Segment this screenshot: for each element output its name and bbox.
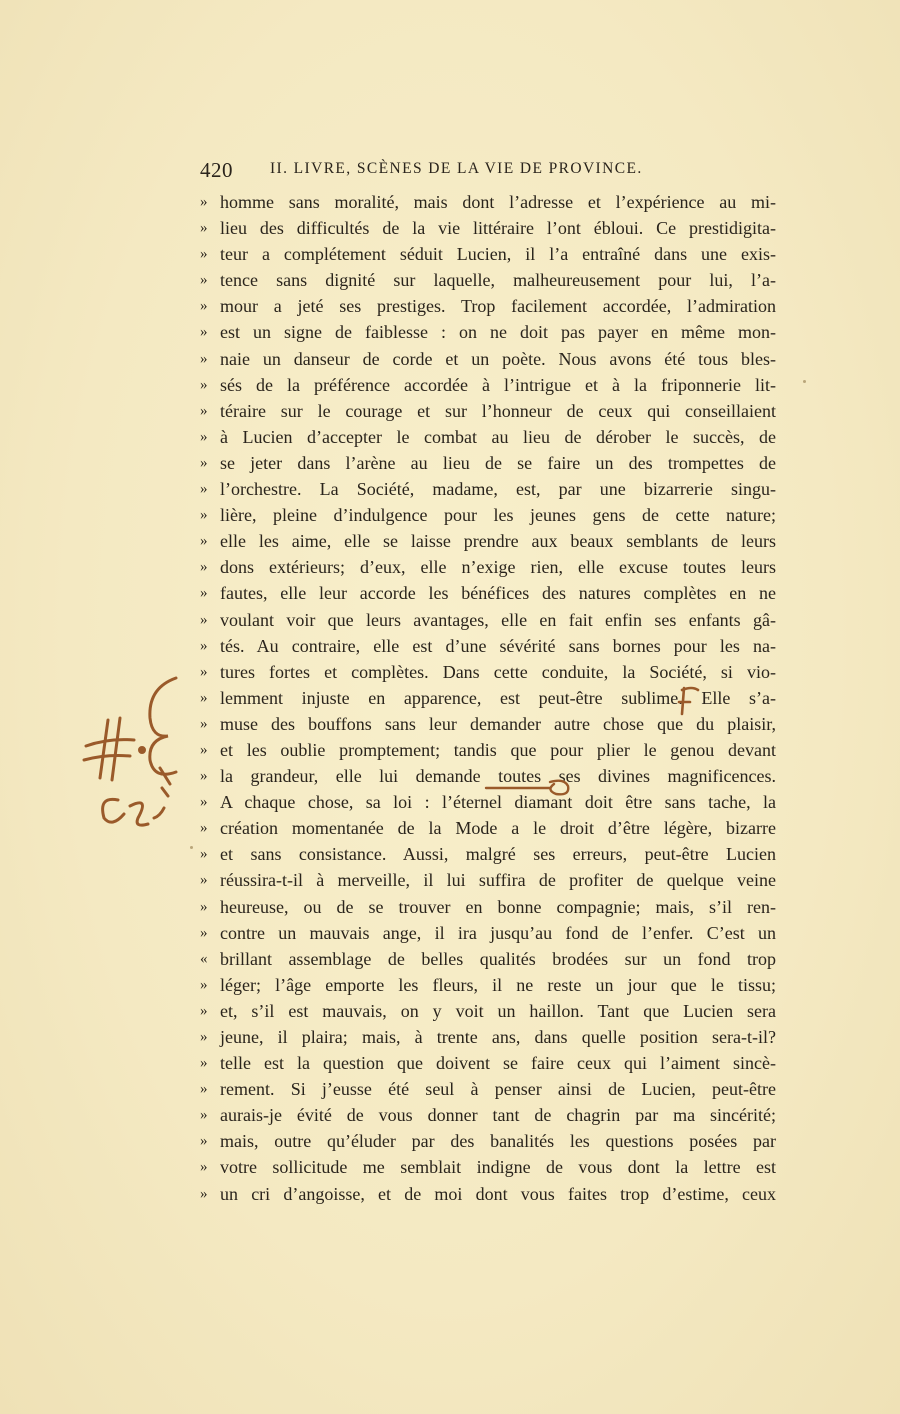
line-text: brillant assemblage de belles qualités brodées sur un fond trop [220, 948, 776, 969]
quote-mark: » [200, 1185, 208, 1202]
line-text: mais, outre qu’éluder par des banalités les questions posées par [220, 1131, 776, 1152]
quote-mark: » [200, 481, 208, 498]
text-line [0, 346, 900, 372]
quote-mark: » [200, 272, 208, 289]
line-text: tés. Au contraire, elle est d’une sévérité sans bornes pour les na- [220, 635, 776, 656]
quote-mark: » [200, 350, 208, 367]
quote-mark: » [200, 428, 208, 445]
line-text: un cri d’angoisse, et de moi dont vous faites trop d’estime, ceux [220, 1183, 776, 1204]
text-line [0, 398, 900, 424]
line-text: homme sans moralité, mais dont l’adresse et l’expérience au mi- [220, 192, 776, 212]
line-text: aurais-je évité de vous donner tant de chagrin par ma sincérité; [220, 1105, 776, 1126]
quote-mark: » [200, 689, 208, 706]
text-line [0, 1181, 900, 1207]
line-text: se jeter dans l’arène au lieu de se faire un des trompettes de [220, 452, 776, 473]
text-line [0, 633, 900, 659]
quote-mark: « [200, 950, 208, 967]
quote-mark: » [200, 1159, 208, 1176]
line-text: heureuse, ou de se trouver en bonne compagnie; mais, s’il ren- [220, 896, 776, 917]
line-text: mour a jeté ses prestiges. Trop facilement accordée, l’admiration [220, 296, 776, 317]
quote-mark: » [200, 846, 208, 863]
page-number: 420 [200, 158, 233, 182]
quote-mark: » [200, 820, 208, 837]
text-line [0, 476, 900, 502]
line-text: téraire sur le courage et sur l’honneur de ceux qui conseillaient [220, 400, 776, 421]
line-text: léger; l’âge emporte les fleurs, il ne reste un jour que le tissu; [220, 974, 776, 995]
quote-mark: » [200, 924, 208, 941]
text-line [0, 1050, 900, 1076]
quote-mark: » [200, 1029, 208, 1045]
page-header [200, 158, 780, 184]
quote-mark: » [200, 194, 208, 210]
quote-mark: » [200, 324, 208, 341]
line-text: est un signe de faiblesse : on ne doit pas payer en même mon- [220, 322, 776, 343]
line-text: création momentanée de la Mode a le droit d’être légère, bizarre [220, 818, 776, 839]
text-line [0, 267, 900, 293]
line-text: jeune, il plaira; mais, à trente ans, dans quelle position sera-t-il? [220, 1027, 776, 1047]
text-line [0, 998, 900, 1024]
line-text: et les oublie promptement; tandis que pour plier le genou devant [220, 739, 776, 760]
text-line [0, 1154, 900, 1180]
line-text: à Lucien d’accepter le combat au lieu de dérober le succès, de [220, 426, 776, 447]
text-line [0, 580, 900, 606]
line-text: et, s’il est mauvais, on y voit un haillon. Tant que Lucien sera [220, 1000, 776, 1021]
line-text: naie un danseur de corde et un poète. Nous avons été tous bles- [220, 348, 776, 369]
text-line [0, 450, 900, 476]
text-line [0, 841, 900, 867]
text-line [0, 554, 900, 580]
paper-speck [190, 846, 193, 849]
line-text: sés de la préférence accordée à l’intrigue et à la friponnerie lit- [220, 374, 776, 395]
quote-mark: » [200, 872, 208, 889]
line-text: lemment injuste en apparence, est peut-être sublime. Elle s’a- [220, 687, 776, 708]
quote-mark: » [200, 1055, 208, 1072]
line-text: A chaque chose, sa loi : l’éternel diamant doit être sans tache, la [220, 792, 776, 813]
paper-speck [803, 380, 806, 383]
text-line [0, 189, 900, 215]
line-text: dons extérieurs; d’eux, elle n’exige rien, elle excuse toutes leurs [220, 557, 776, 578]
quote-mark: » [200, 376, 208, 393]
text-line [0, 1076, 900, 1102]
text-line [0, 424, 900, 450]
quote-mark: » [200, 715, 208, 732]
quote-mark: » [200, 220, 208, 237]
text-line [0, 528, 900, 554]
line-text: rement. Si j’eusse été seul à penser ainsi de Lucien, peut-être [220, 1079, 776, 1100]
text-line [0, 319, 900, 345]
line-text: elle les aime, elle se laisse prendre aux beaux semblants de leurs [220, 531, 776, 552]
text-line [0, 972, 900, 998]
text-line [0, 372, 900, 398]
line-text: tence sans dignité sur laquelle, malheureusement pour lui, l’a- [220, 270, 776, 291]
quote-mark: » [200, 298, 208, 315]
line-text: fautes, elle leur accorde les bénéfices des natures complètes en ne [220, 583, 776, 604]
line-text: muse des bouffons sans leur demander autre chose que du plaisir, [220, 713, 776, 734]
line-text: lieu des difficultés de la vie littéraire l’ont ébloui. Ce prestidigita- [220, 218, 776, 239]
text-line [0, 1128, 900, 1154]
quote-mark: » [200, 611, 208, 628]
running-head: II. LIVRE, SCÈNES DE LA VIE DE PROVINCE. [270, 160, 643, 177]
line-text: et sans consistance. Aussi, malgré ses erreurs, peut-être Lucien [220, 844, 776, 865]
quote-mark: » [200, 768, 208, 785]
text-line [0, 241, 900, 267]
quote-mark: » [200, 1002, 208, 1019]
quote-mark: » [200, 585, 208, 602]
quote-mark: » [200, 637, 208, 654]
text-line [0, 293, 900, 319]
quote-mark: » [200, 559, 208, 576]
text-line [0, 946, 900, 972]
strikethrough-mark [484, 778, 572, 798]
line-text: l’orchestre. La Société, madame, est, par une bizarrerie singu- [220, 479, 776, 500]
quote-mark: » [200, 741, 208, 758]
text-line [0, 607, 900, 633]
quote-mark: » [200, 402, 208, 419]
text-line [0, 502, 900, 528]
quote-mark: » [200, 1081, 208, 1098]
text-line [0, 215, 900, 241]
line-text: réussira-t-il à merveille, il lui suffira de profiter de quelque veine [220, 870, 776, 891]
line-text: voulant voir que leurs avantages, elle en fait enfin ses enfants gâ- [220, 609, 776, 630]
quote-mark: » [200, 663, 208, 680]
quote-mark: » [200, 976, 208, 993]
insertion-mark [676, 684, 702, 718]
quote-mark: » [200, 1133, 208, 1150]
text-line [0, 867, 900, 893]
margin-correction-mark [78, 668, 188, 838]
quote-mark: » [200, 533, 208, 550]
quote-mark: » [200, 454, 208, 471]
line-text: tures fortes et complètes. Dans cette conduite, la Société, si vio- [220, 661, 776, 682]
line-text: teur a complétement séduit Lucien, il l’a entraîné dans une exis- [220, 244, 776, 265]
line-text: lière, pleine d’indulgence pour les jeunes gens de cette nature; [220, 505, 776, 526]
quote-mark: » [200, 794, 208, 811]
quote-mark: » [200, 898, 208, 915]
quote-mark: » [200, 1107, 208, 1124]
text-line [0, 1024, 900, 1050]
quote-mark: » [200, 507, 208, 524]
line-text: votre sollicitude me semblait indigne de vous dont la lettre est [220, 1157, 776, 1178]
text-line [0, 894, 900, 920]
quote-mark: » [200, 246, 208, 263]
text-line [0, 920, 900, 946]
line-text: telle est la question que doivent se faire ceux qui l’aiment sincè- [220, 1053, 776, 1074]
text-line [0, 1102, 900, 1128]
line-text: la grandeur, elle lui demande toutes ses divines magnificences. [220, 766, 776, 787]
line-text: contre un mauvais ange, il ira jusqu’au fond de l’enfer. C’est un [220, 922, 776, 943]
